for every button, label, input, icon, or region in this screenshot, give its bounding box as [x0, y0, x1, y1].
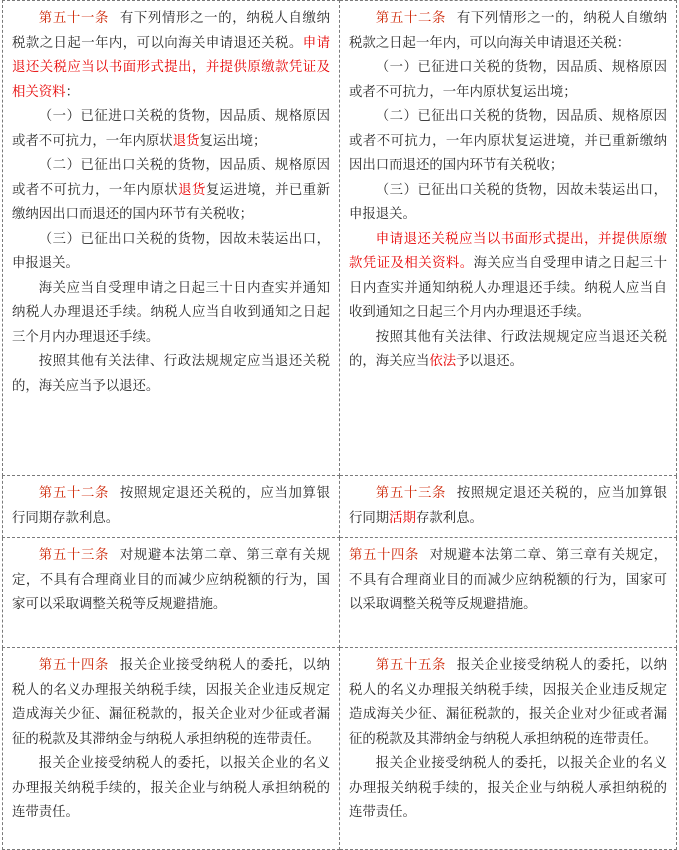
table-row: [3, 538, 677, 648]
text-run: （二）已征出口关税的货物，因品质、规格原因或者不可抗力，一年内原状: [12, 158, 330, 198]
article-paragraph: [349, 7, 667, 56]
article-paragraph: [12, 228, 330, 277]
article-paragraph: [12, 544, 330, 618]
text-run: （二）已征出口关税的货物，因品质、规格原因或者不可抗力，一年内原状复运进境，并已重新缴纳因出口而退还的国内环节有关税收；: [349, 109, 667, 173]
new-article-cell: [340, 538, 677, 648]
text-run: 复运出境；: [199, 133, 267, 149]
text-run: 报关企业接受纳税人的委托，以报关企业的名义办理报关纳税手续的，报关企业与纳税人承担纳税的连带责任。: [12, 756, 330, 820]
highlighted-text: 申请退还关税应当以书面形式提出，并提供原缴款凭证及相关资料: [12, 35, 331, 100]
article-paragraph: [12, 482, 330, 531]
text-run: 对规避本法第二章、第三章有关规定，不具有合理商业目的而减少应纳税额的行为，国家可以采取调整关税等反规避措施。: [349, 548, 668, 612]
text-run: 复运进境，并已重新缴纳因出口而退还的国内环节有关税收；: [12, 182, 331, 222]
article-paragraph: [12, 105, 330, 154]
old-article-cell: [3, 476, 340, 538]
article-paragraph: [12, 277, 330, 351]
text-run: 报关企业接受纳税人的委托，以报关企业的名义办理报关纳税手续的，报关企业与纳税人承担纳税的连带责任。: [349, 756, 667, 820]
text-run: 报关企业接受纳税人的委托，以纳税人的名义办理报关纳税手续，因报关企业违反规定造成海关少征、漏征税款的，报关企业对少征或者漏征的税款及其滞纳金与纳税人承担纳税的连带责任。: [349, 658, 668, 747]
table-row: [3, 648, 677, 850]
text-run: 按照其他有关法律、行政法规规定应当退还关税的，海关应当: [349, 329, 667, 369]
article-paragraph: [349, 654, 667, 752]
article-paragraph: [12, 350, 330, 399]
article-number: 第五十四条: [38, 658, 110, 673]
highlighted-text: 活期: [389, 510, 416, 526]
article-paragraph: [349, 56, 667, 105]
comparison-table: [2, 0, 677, 850]
text-run: 按照其他有关法律、行政法规规定应当退还关税的，海关应当予以退还。: [12, 354, 330, 394]
text-run: 海关应当自受理申请之日起三十日内查实并通知纳税人办理退还手续。纳税人应当自收到通知之日起三个月内办理退还手续。: [349, 256, 668, 320]
article-number: 第五十一条: [38, 11, 110, 26]
article-number: 第五十三条: [375, 486, 447, 501]
text-run: 按照规定退还关税的，应当加算银行同期: [349, 486, 668, 526]
text-run: 按照规定退还关税的，应当加算银行同期存款利息。: [12, 486, 331, 526]
new-article-cell: [340, 476, 677, 538]
text-run: ：: [65, 84, 79, 100]
article-paragraph: [12, 7, 330, 105]
article-number: 第五十三条: [38, 548, 110, 563]
article-number: 第五十四条: [349, 548, 419, 563]
old-article-cell: [3, 648, 340, 850]
article-paragraph: [349, 179, 667, 228]
article-paragraph: [349, 544, 667, 618]
new-article-cell: [340, 1, 677, 476]
highlighted-text: 退货: [172, 133, 200, 149]
highlighted-text: 依法: [429, 354, 457, 369]
article-paragraph: [12, 154, 330, 228]
article-paragraph: [349, 228, 667, 326]
old-article-cell: [3, 1, 340, 476]
text-run: 存款利息。: [415, 510, 483, 526]
text-run: 报关企业接受纳税人的委托，以纳税人的名义办理报关纳税手续，因报关企业违反规定造成海关少征、漏征税款的，报关企业对少征或者漏征的税款及其滞纳金与纳税人承担纳税的连带责任。: [12, 658, 331, 747]
article-paragraph: [349, 105, 667, 179]
highlighted-text: 退货: [178, 182, 206, 198]
article-paragraph: [349, 482, 667, 531]
text-run: （三）已征出口关税的货物，因故未装运出口，申报退关。: [349, 182, 667, 222]
highlighted-text: 申请退还关税应当以书面形式提出，并提供原缴款凭证及相关资料。: [349, 231, 667, 271]
text-run: 有下列情形之一的，纳税人自缴纳税款之日起一年内，可以向海关申请退还关税：: [349, 11, 668, 51]
text-run: 对规避本法第二章、第三章有关规定，不具有合理商业目的而减少应纳税额的行为，国家可以采取调整关税等反规避措施。: [12, 548, 331, 612]
text-run: 海关应当自受理申请之日起三十日内查实并通知纳税人办理退还手续。纳税人应当自收到通知之日起三个月内办理退还手续。: [12, 280, 330, 345]
article-paragraph: [12, 752, 330, 826]
article-paragraph: [349, 752, 667, 826]
article-paragraph: [349, 326, 667, 375]
article-number: 第五十二条: [38, 486, 110, 501]
old-article-cell: [3, 538, 340, 648]
article-number: 第五十五条: [375, 658, 447, 673]
text-run: 予以退还。: [456, 354, 524, 369]
article-paragraph: [12, 654, 330, 752]
table-row: [3, 476, 677, 538]
text-run: （一）已征进口关税的货物，因品质、规格原因或者不可抗力，一年内原状复运出境；: [349, 60, 667, 100]
text-run: （一）已征进口关税的货物，因品质、规格原因或者不可抗力，一年内原状: [12, 109, 330, 149]
table-row: [3, 1, 677, 476]
new-article-cell: [340, 648, 677, 850]
text-run: （三）已征出口关税的货物，因故未装运出口，申报退关。: [12, 231, 330, 271]
text-run: 有下列情形之一的，纳税人自缴纳税款之日起一年内，可以向海关申请退还关税。: [12, 11, 331, 51]
article-number: 第五十二条: [375, 11, 447, 26]
